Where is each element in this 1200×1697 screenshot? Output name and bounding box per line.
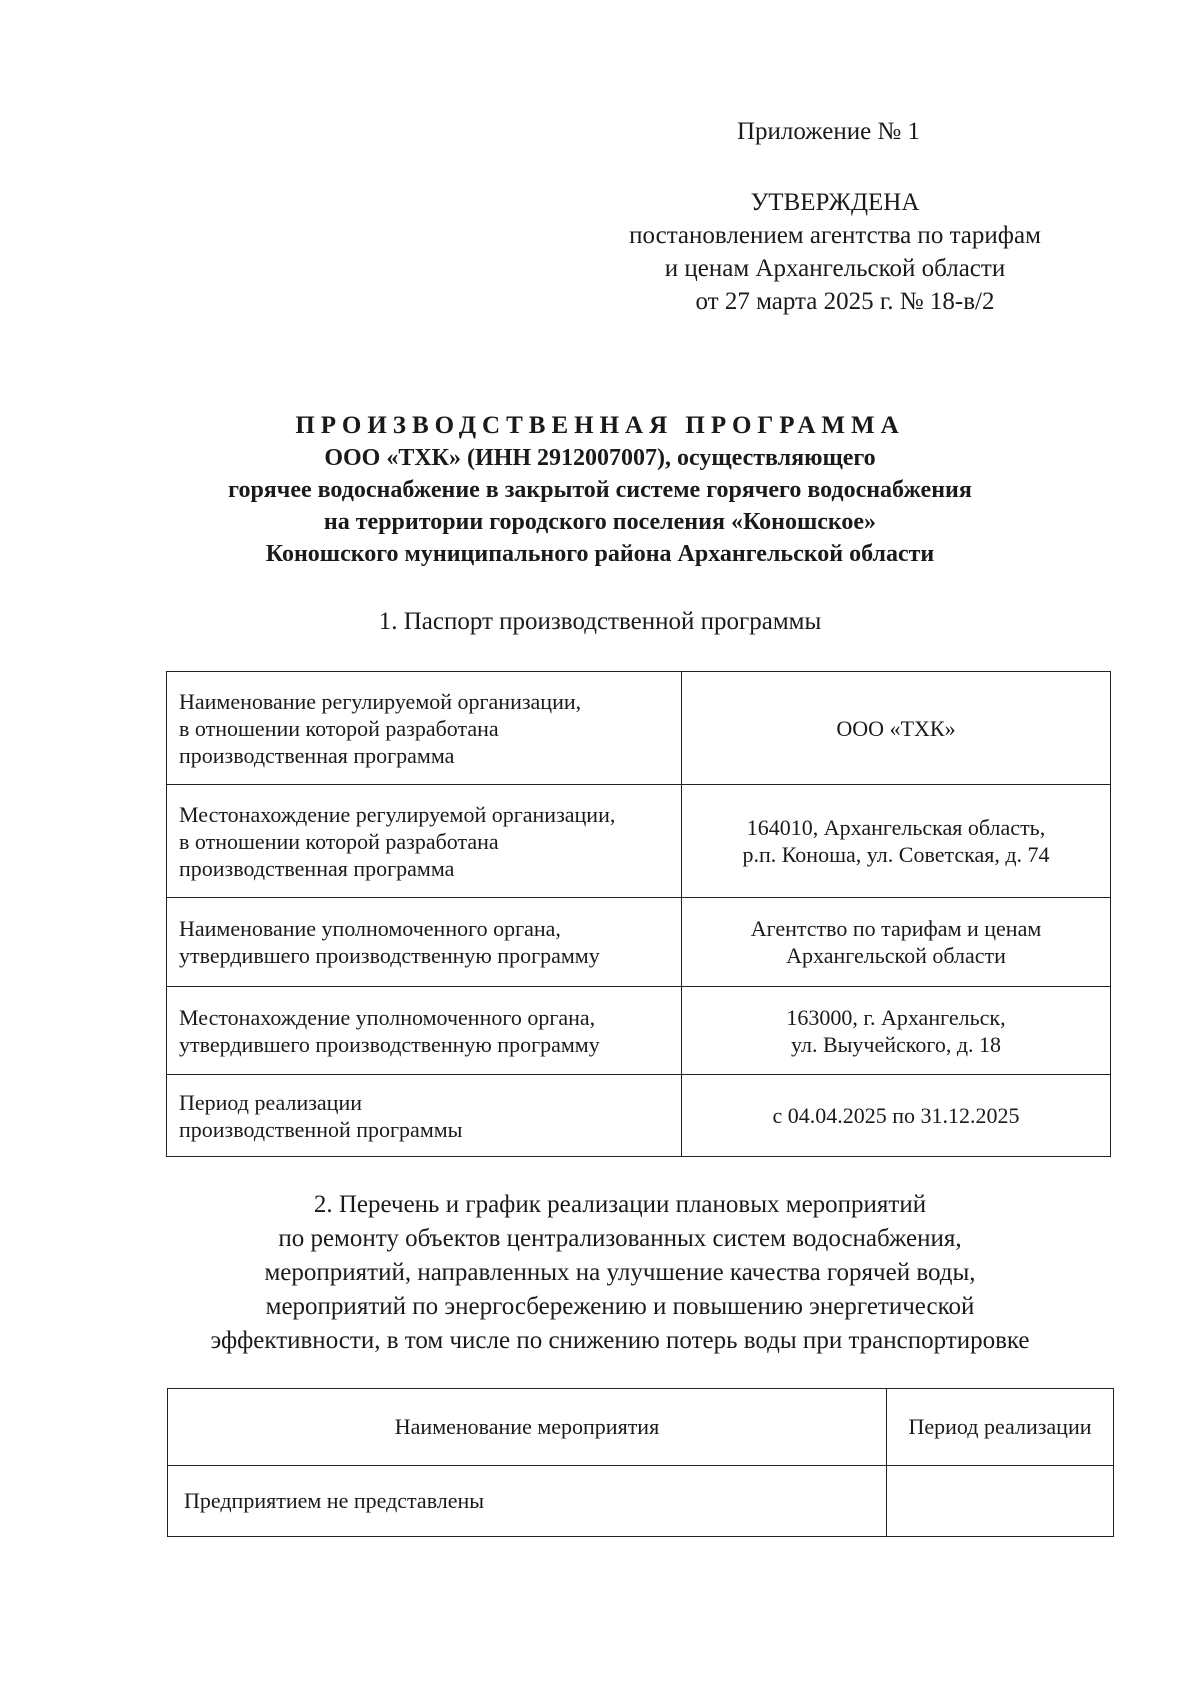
value-line: с 04.04.2025 по 31.12.2025 — [772, 1103, 1020, 1128]
approved-line: постановлением агентства по тарифам — [629, 222, 1041, 249]
passport-value — [682, 785, 1111, 898]
label-line: производственной программы — [179, 1116, 463, 1142]
appendix-label: Приложение № 1 — [737, 118, 921, 145]
measure-period-cell — [887, 1466, 1114, 1537]
passport-value — [682, 1075, 1111, 1157]
passport-label — [167, 987, 682, 1075]
approved-word: УТВЕРЖДЕНА — [750, 189, 920, 216]
label-line: Наименование регулируемой организации, — [179, 688, 582, 714]
label-line: в отношении которой разработана — [179, 828, 499, 854]
title-line: ООО «ТХК» (ИНН 2912007007), осуществляющего — [324, 445, 876, 471]
heading-line: 2. Перечень и график реализации плановых мероприятий — [313, 1191, 927, 1218]
label-line: утвердившего производственную программу — [179, 1031, 600, 1057]
table-row — [168, 1466, 1114, 1537]
approved-line: и ценам Архангельской области — [664, 255, 1006, 282]
passport-label — [167, 672, 682, 785]
title-heading: ПРОИЗВОДСТВЕННАЯ ПРОГРАММА — [295, 412, 905, 439]
value-line: Агентство по тарифам и ценам — [750, 916, 1042, 941]
document-title — [130, 410, 1070, 570]
value-line: 164010, Архангельская область, — [746, 815, 1046, 840]
label-line: в отношении которой разработана — [179, 715, 499, 741]
approval-block — [600, 186, 1070, 318]
label-line: Местонахождение уполномоченного органа, — [179, 1004, 596, 1030]
heading-line: мероприятий, направленных на улучшение качества горячей воды, — [264, 1259, 976, 1286]
label-line: Местонахождение регулируемой организации, — [179, 801, 616, 827]
passport-label — [167, 898, 682, 987]
title-line: горячее водоснабжение в закрытой системе горячего водоснабжения — [228, 477, 972, 503]
column-header-name: Наименование мероприятия — [168, 1389, 887, 1466]
label-line: производственная программа — [179, 855, 455, 881]
title-line: Коношского муниципального района Архангельской области — [265, 541, 935, 567]
title-line: на территории городского поселения «Коношское» — [323, 509, 877, 535]
table-row — [167, 785, 1111, 898]
label-line: производственная программа — [179, 742, 455, 768]
value-line: 163000, г. Архангельск, — [786, 1004, 1006, 1030]
section1-heading: 1. Паспорт производственной программы — [378, 608, 822, 635]
passport-value — [682, 987, 1111, 1075]
label-line: Период реализации — [179, 1089, 363, 1115]
column-header-period: Период реализации — [887, 1389, 1114, 1466]
passport-value — [682, 898, 1111, 987]
approved-line: от 27 марта 2025 г. № 18-в/2 — [695, 288, 995, 315]
heading-line: эффективности, в том числе по снижению потерь воды при транспортировке — [210, 1327, 1030, 1354]
measure-name-cell: Предприятием не представлены — [168, 1466, 887, 1537]
passport-label — [167, 1075, 682, 1157]
value-line: ул. Выучейского, д. 18 — [790, 1031, 1002, 1057]
table-row — [167, 987, 1111, 1075]
measures-table — [167, 1388, 1114, 1537]
table-header-row — [168, 1389, 1114, 1466]
table-row — [167, 1075, 1111, 1157]
heading-line: мероприятий по энергосбережению и повышению энергетической — [265, 1293, 975, 1320]
table-row — [167, 672, 1111, 785]
heading-line: по ремонту объектов централизованных систем водоснабжения, — [278, 1225, 962, 1252]
table-row — [167, 898, 1111, 987]
passport-value — [682, 672, 1111, 785]
label-line: утвердившего производственную программу — [179, 943, 600, 968]
section2-heading — [150, 1188, 1090, 1358]
label-line: Наименование уполномоченного органа, — [179, 916, 561, 941]
passport-table — [166, 671, 1111, 1157]
passport-label — [167, 785, 682, 898]
value-line: р.п. Коноша, ул. Советская, д. 74 — [742, 842, 1050, 867]
value-line: ООО «ТХК» — [836, 715, 956, 741]
value-line: Архангельской области — [786, 943, 1006, 968]
